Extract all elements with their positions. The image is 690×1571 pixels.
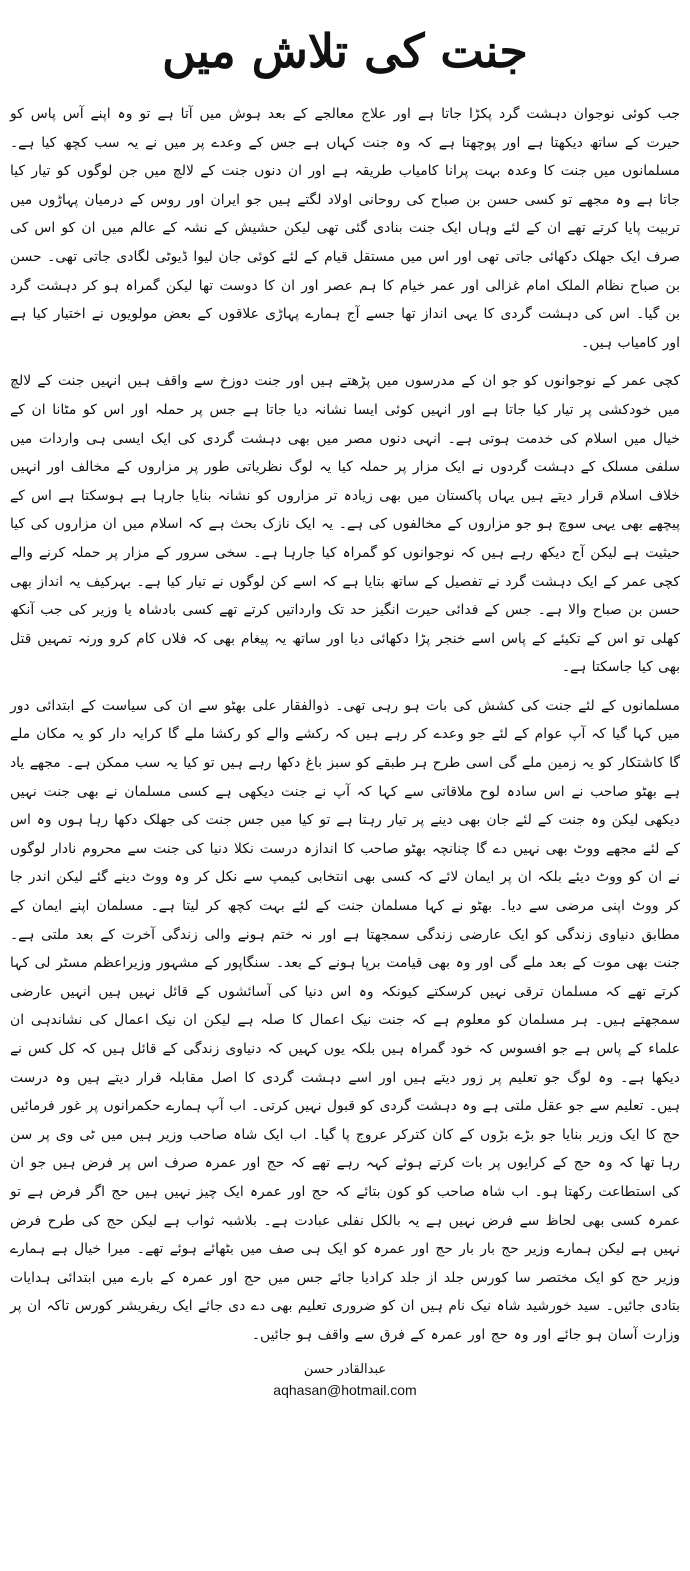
article-body xyxy=(10,100,680,1350)
article-paragraph-3: مسلمانوں کے لئے جنت کی کشش کی بات ہو رہی تھی۔ ذوالفقار علی بھٹو سے ان کی سیاست کے ابتدائی دور میں کہا گیا کہ آپ عوام کے لئے جو وعدے کر رہے ہیں کہ رکشے والے کو رکشا ملے گا کرایہ دار کو یہ مکان ملے گا کاشتکار کو یہ زمین ملے گی اسی طرح ہر طبقے کو سبز باغ دکھا رہے ہیں تو کیا یہ سب ممکن ہے۔ مجھے یاد ہے بھٹو صاحب نے اس سادہ لوح ملاقاتی سے کہا کہ آپ نے جنت دیکھی ہے کسی مسلمان نے بھی جنت نہیں دیکھی لیکن وہ جنت کے لئے جان بھی دینے پر تیار رہتا ہے تو کیا میں جس جنت کی جھلک دکھا رہا ہوں وہ اس کے لئے مجھے ووٹ بھی نہیں دے گا چنانچہ بھٹو صاحب کا اندازہ درست نکلا دنیا کی جنت سے محروم نادار لوگوں نے ان کو ووٹ دیئے بلکہ ان پر ایمان لائے کہ کسی بھی انتخابی کیمپ سے نکل کر وہ ووٹ دینے گئے لیکن اندر جا کر ووٹ اپنی مرضی سے دیا۔ بھٹو نے کہا مسلمان جنت کے لئے بہت کچھ کر لیتا ہے۔ مسلمان اپنے ایمان کے مطابق دنیاوی زندگی کو ایک عارضی زندگی سمجھتا ہے اور نہ ختم ہونے والی زندگی آخرت کے بعد ملتی ہے۔ جنت بھی موت کے بعد ملے گی اور وہ بھی قیامت برپا ہونے کے بعد۔ سنگاپور کے مشہور وزیراعظم مسٹر لی کہا کرتے تھے کہ مسلمان ترقی نہیں کرسکتے کیونکہ وہ اس دنیا کی آسائشوں کے قائل نہیں ہیں انہیں عارضی سمجھتے ہیں۔ ہر مسلمان کو معلوم ہے کہ جنت نیک اعمال کا صلہ ہے لیکن ان نیک اعمال کی نشاندہی ان علماء کے پاس ہے جو افسوس کہ خود گمراہ ہیں بلکہ یوں کہیں کہ دنیاوی زندگی کے قائل ہیں کہ کل کس نے دیکھا ہے۔ وہ لوگ جو تعلیم پر زور دیتے ہیں اور اسے دہشت گردی کا اصل مقابلہ قرار دیتے ہیں وہ درست ہیں۔ تعلیم سے جو عقل ملتی ہے وہ دہشت گردی کو قبول نہیں کرتی۔ اب آپ ہمارے حکمرانوں پر غور فرمائیں حج کا ایک وزیر بنایا جو بڑے بڑوں کے کان کترکر عروج پا گیا۔ اب ایک شاہ صاحب وزیر ہیں میں ٹی وی پر سن رہا تھا کہ وہ حج کے کرایوں پر بات کرتے ہوئے کہہ رہے تھے کہ حج اور عمرہ صرف اس پر فرض ہیں جو ان کی استطاعت رکھتا ہو۔ اب شاہ صاحب کو کون بتائے کہ حج اور عمرہ ایک چیز نہیں ہیں حج اگر فرض ہے تو عمرہ کسی بھی لحاظ سے فرض نہیں ہے یہ بالکل نفلی عبادت ہے۔ بلاشبہ ثواب ہے لیکن حج کی طرح فرض نہیں ہے لیکن ہمارے وزیر حج بار بار حج اور عمرہ کو ایک ہی صف میں بٹھائے ہوئے تھے۔ میرا خیال ہے ہمارے وزیر حج کو ایک مختصر سا کورس جلد از جلد کرادیا جائے جس میں حج اور عمرہ کے بارے میں ابتدائی ہدایات بتادی جائیں۔ سید خورشید شاہ نیک نام ہیں ان کو ضروری تعلیم بھی دے دی جائے ایک ریفریشر کورس تاکہ ان پر وزارت آسان ہو جائے اور وہ حج اور عمرہ کے فرق سے واقف ہو جائیں۔ xyxy=(10,697,680,1343)
article-title: جنت کی تلاش میں xyxy=(162,24,528,78)
article-paragraph-1: جب کوئی نوجوان دہشت گرد پکڑا جاتا ہے اور علاج معالجے کے بعد ہوش میں آتا ہے تو وہ اپنے آس پاس کو حیرت کے ساتھ دیکھتا ہے اور پوچھتا ہے کہ وہ جنت کہاں ہے جس کے وعدے پر میں نے یہ سب کچھ کیا ہے۔ مسلمانوں میں جنت کا وعدہ بہت پرانا کامیاب طریقہ ہے اور ان دنوں جنت کے لالچ میں جن لوگوں کو تیار کیا جاتا ہے وہ مجھے تو کسی حسن بن صباح کی روحانی اولاد لگتے ہیں جو ایران اور روس کے درمیان پہاڑوں میں تربیت پایا کرتے تھے ان کے لئے وہاں ایک جنت بنادی گئی تھی لیکن حشیش کے نشہ کے عالم میں ان کو اس کی صرف ایک جھلک دکھائی جاتی تھی اور اس میں مستقل قیام کے لئے کوئی جان لیوا ڈیوٹی لگادی جاتی تھی۔ حسن بن صباح نظام الملک امام غزالی اور عمر خیام کا ہم عصر اور ان کا دوست تھا لیکن گمراہ ہو کر دہشت گرد بن گیا۔ اس کی دہشت گردی کا یہی انداز تھا جسے آج ہمارے پہاڑی علاقوں کے بعض مولویوں نے اختیار کیا ہے اور کامیاب ہیں۔ xyxy=(10,106,680,351)
author-name: عبدالقادر حسن xyxy=(303,1361,387,1377)
article-paragraph-2: کچی عمر کے نوجوانوں کو جو ان کے مدرسوں میں پڑھتے ہیں اور جنت دوزخ سے واقف ہیں انہیں جنت کے لالچ میں خودکشی پر تیار کیا جاتا ہے اور انہیں کوئی ایسا نشانہ دیا جاتا ہے جس پر حملہ اور اس کو مٹانا ان کے خیال میں اسلام کی خدمت ہوتی ہے۔ انہی دنوں مصر میں بھی دہشت گردی کی ایک ایسی ہی واردات میں سلفی مسلک کے دہشت گردوں نے ایک مزار پر حملہ کیا یہ لوگ نظریاتی طور پر مزاروں کے مخالف اور انہیں خلاف اسلام قرار دیتے ہیں یہاں پاکستان میں بھی زیادہ تر مزاروں کو نشانہ بنایا جارہا ہے ہوسکتا ہے اس کے پیچھے بھی یہی سوچ ہو جو مزاروں کے مخالفوں کی ہے۔ یہ ایک نازک بحث ہے کہ اسلام میں ان مزاروں کی کیا حیثیت ہے لیکن آج دیکھ رہے ہیں کہ نوجوانوں کو گمراہ کیا جارہا ہے۔ سخی سرور کے مزار پر حملہ کرنے والے کچی عمر کے ایک دہشت گرد نے تفصیل کے ساتھ بتایا ہے کہ اسے کن لوگوں نے تیار کیا ہے۔ بہرکیف یہ انداز بھی حسن بن صباح والا ہے۔ جس کے فدائی حیرت انگیز حد تک وارداتیں کرتے تھے کسی بادشاہ یا وزیر کی جب آنکھ کھلی تو اس کے تکیئے کے پاس اسے خنجر پڑا دکھائی دیا اور ساتھ یہ پیغام بھی کہ فلاں کام کرو ورنہ تمہیں قتل بھی کیا جاسکتا ہے۔ xyxy=(10,373,680,676)
author-email: aqhasan@hotmail.com xyxy=(273,1381,417,1398)
